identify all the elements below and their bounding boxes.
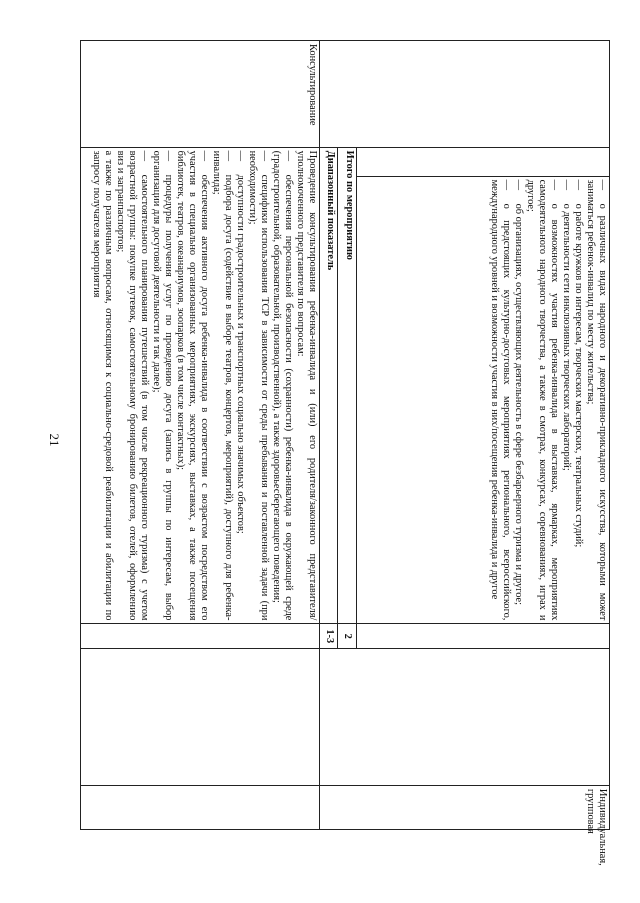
list-item: —о работе кружков по интересам, творческих мастерских, театральных студий; — [573, 179, 584, 548]
inner-sub-cell — [356, 148, 609, 177]
list-item: —об организациях, осуществляющих деятельность в сфере безбарьерного туризма и другое; — [513, 179, 524, 606]
form-cell-empty — [81, 785, 320, 829]
list-item: —о различных видах народного и декоративно-прикладного искусства, которыми может заниматься ребенок-инвалид по месту жительства; — [585, 179, 608, 621]
page-number: 21 — [47, 433, 62, 447]
list-item: —специфики использования ТСР в зависимости от среды пребывания и поставленной задачи (при необходимости); — [247, 150, 270, 621]
list-item: —о возможностях участия ребенка-инвалида в выставках, ярмарках, мероприятиях самодеятельного народного творчества, а также в смотрах, конкурсах, соревнованиях, играх и другое; — [525, 179, 560, 621]
range-label: Диапазонный показатель — [325, 150, 337, 271]
section-cell — [81, 41, 320, 148]
consulting-text-cell — [81, 147, 320, 624]
document-table-rotated — [80, 40, 610, 866]
list-item: —обеспечения активного досуга ребенка-инвалида в соответствии с возрастом посредством его участия в специально организованных мероприятиях, экскурсиях, выставках, а также посещения библиотек, театров, океанариумов, зоопарков (в том числе контактных); — [175, 150, 210, 621]
frequency-cell-empty — [81, 649, 320, 786]
section-cell-empty — [320, 41, 610, 148]
informing-items — [356, 176, 609, 623]
informing-inner-table — [320, 148, 609, 624]
list-item: —о деятельности сети инклюзивных творческих лабораторий; — [561, 179, 572, 471]
list-item: —обеспечения персональной безопасности (сохранности) ребенка-инвалида в окружающей среде (градостроительной, образовательной, производственной), а также здоровьесберегающего поведения; — [271, 150, 294, 621]
amount-cell — [320, 624, 610, 649]
list-item: —доступности градостроительных и транспортных социально значимых объектов; — [235, 150, 246, 534]
rehabilitation-table — [80, 40, 610, 866]
frequency-cell-empty — [320, 649, 610, 786]
section-title: Консультирование — [307, 44, 318, 126]
table-row-consulting — [81, 41, 320, 830]
form-cell — [320, 785, 610, 866]
informing-text-cell — [320, 147, 610, 624]
amount-cell-empty — [81, 624, 320, 649]
list-item: —о предстоящих культурно-досуговых мероприятиях регионального, всероссийского, международного уровней и возможности участия в них/посещения ребенка-инвалида и другое — [489, 179, 512, 621]
consulting-intro: Проведение консультирования ребенка-инвалида и (или) его родителя/законного представителя/уполномоченного представителя по вопросам: — [295, 150, 318, 621]
total-value: 2 — [338, 624, 357, 648]
total-label: Итого по мероприятию — [338, 148, 357, 624]
range-value: 1-3 — [323, 629, 335, 644]
list-item: —самостоятельного планирования путешествий (в том числе рекреационного туризма) с учетом возрастной группы: покупке путевок, самостоятельному бронированию билетов, отелей, оформлению виз и загранпаспортов; — [115, 150, 150, 621]
form-text: Индивидуальная, групповая — [585, 788, 608, 866]
list-item: —подбора досуга (содействие в выборе театров, концертов, мероприятий), доступного для ребенка-инвалида; — [211, 150, 234, 621]
consulting-closing: а также по различным вопросам, относящимся к социально-средовой реабилитации и абилитации по запросу получателя мероприятия — [91, 150, 114, 621]
table-row-informing — [320, 41, 610, 830]
list-item: —процедуры получения услуг по проведению досуга (запись в группы по интересам, выбор организации для досуговой деятельности и так далее); — [151, 150, 174, 621]
